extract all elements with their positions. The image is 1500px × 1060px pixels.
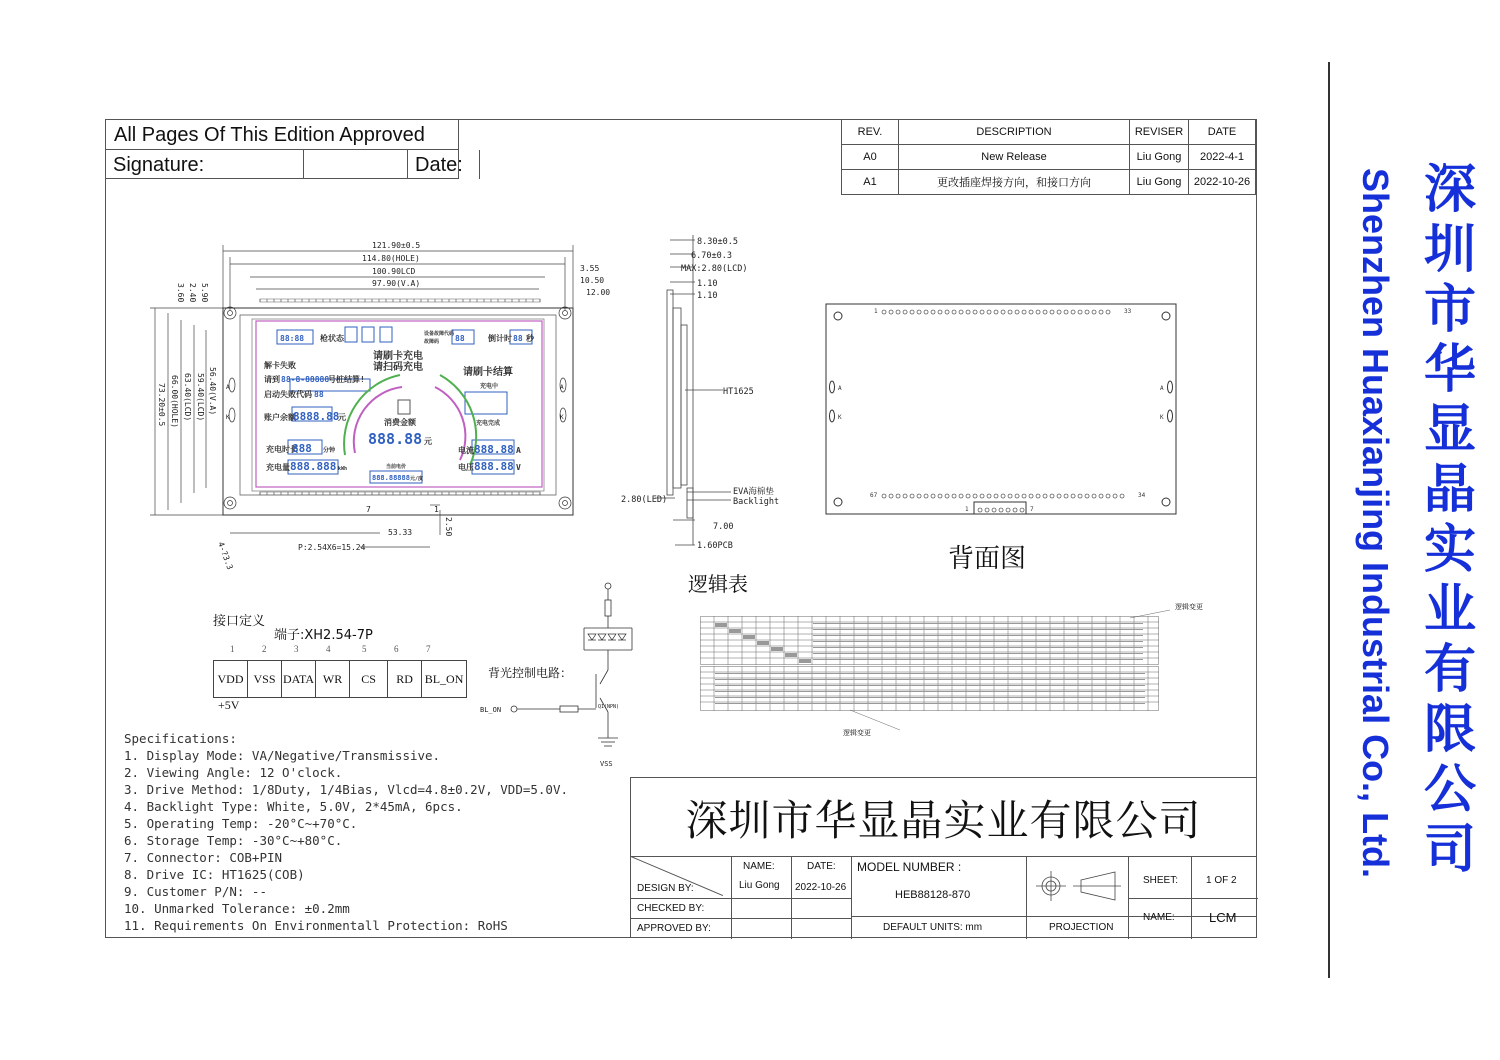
signature-label: Signature: bbox=[106, 150, 304, 179]
seg-current-val: 888.88 bbox=[474, 443, 514, 456]
seg-countdown: 倒计时 bbox=[488, 334, 512, 343]
spec-item: 5. Operating Temp: -20°C~+70°C. bbox=[124, 816, 358, 831]
back-conn-1: 1 bbox=[965, 506, 969, 513]
seg-seconds: 秒 bbox=[526, 334, 534, 343]
seg-tariff-unit: 元/度 bbox=[410, 476, 424, 482]
seg-card-lost: 解卡失败 bbox=[264, 361, 296, 370]
tb-name-label: NAME: bbox=[1143, 912, 1175, 923]
seg-tariff-val: 888.88888 bbox=[372, 474, 410, 482]
dim-r3: 12.00 bbox=[586, 288, 611, 297]
back-pin1: 1 bbox=[874, 308, 878, 315]
approval-box bbox=[105, 119, 463, 179]
approval-heading: All Pages Of This Edition Approved bbox=[106, 120, 458, 150]
side-eva-label: EVA海棉垫 bbox=[733, 487, 774, 497]
pin-number-1: 1 bbox=[230, 644, 235, 654]
spec-item: 10. Unmarked Tolerance: ±0.2mm bbox=[124, 901, 350, 916]
pin-cs: CS bbox=[350, 661, 388, 698]
side-dim-d7: 1.60PCB bbox=[697, 541, 733, 551]
side-ic-label: HT1625 bbox=[723, 387, 754, 397]
back-led-a-left: A bbox=[838, 385, 842, 392]
seg-duration: 充电时长 bbox=[266, 445, 298, 454]
side-led-label: 2.80(LED) bbox=[621, 495, 668, 505]
reviser-cell: Liu Gong bbox=[1130, 145, 1189, 170]
tb-design-date: 2022-10-26 bbox=[795, 882, 847, 893]
reviser-header: REVISER bbox=[1130, 120, 1189, 145]
seg-consume: 消费金额 bbox=[384, 418, 416, 427]
spec-item: 9. Customer P/N: -- bbox=[124, 884, 267, 899]
dim-bottom2: P:2.54X6=15.24 bbox=[298, 543, 366, 552]
seg-charge-done: 充电完成 bbox=[476, 420, 501, 427]
side-dim-d2: 6.70±0.3 bbox=[691, 251, 732, 261]
seg-please-go: 请到 bbox=[264, 375, 280, 384]
spec-heading: Specifications: bbox=[124, 731, 237, 746]
dim-l2: 2.40 bbox=[188, 283, 197, 303]
dim-bottom3: 2.50 bbox=[444, 517, 453, 537]
logic-table-grid bbox=[700, 616, 1160, 712]
dim-outline: 121.90±0.5 bbox=[372, 241, 421, 250]
dim-h-va: 56.40(V.A) bbox=[208, 367, 217, 416]
tb-design-name: Liu Gong bbox=[739, 880, 780, 891]
seg-balance: 账户余额 bbox=[264, 413, 296, 422]
projection-symbol-icon bbox=[1033, 866, 1123, 906]
seg-swipe-settle: 请刷卡结算 bbox=[463, 367, 513, 378]
seg-card-pile: 88-8-88888 bbox=[281, 375, 330, 384]
seg-pile-settle: 号桩结算! bbox=[328, 375, 365, 384]
seg-voltage-val: 888.88 bbox=[474, 460, 514, 473]
pin-definition-table bbox=[213, 660, 467, 698]
pin-vss: VSS bbox=[248, 661, 282, 698]
signature-field bbox=[304, 150, 408, 179]
dim-h-outline: 73.20±0.5 bbox=[157, 383, 166, 427]
seg-balance-val: 8888.88 bbox=[293, 410, 340, 423]
date-cell: 2022-10-26 bbox=[1189, 170, 1256, 195]
table-row bbox=[842, 170, 1256, 195]
seg-start-fail-digits: 88 bbox=[314, 390, 324, 399]
seg-start-fail: 启动失败代码 bbox=[264, 390, 312, 399]
seg-duration-val: 888 bbox=[292, 442, 312, 455]
pin-number-2: 2 bbox=[262, 644, 267, 654]
dim-l1: 5.90 bbox=[200, 283, 209, 303]
tb-sheet-label: SHEET: bbox=[1143, 875, 1179, 886]
revision-header-row bbox=[842, 120, 1256, 145]
dim-h-lcd: 59.40(LCD) bbox=[196, 373, 205, 422]
led-k-right: K bbox=[560, 414, 564, 421]
tb-name-value: LCM bbox=[1209, 910, 1237, 925]
tb-date-header: DATE: bbox=[807, 861, 836, 872]
pin-data: DATA bbox=[282, 661, 316, 698]
backlight-circuit-title: 背光控制电路： bbox=[488, 666, 573, 680]
front-view-drawing bbox=[140, 235, 611, 571]
pin-number-6: 6 bbox=[394, 644, 399, 654]
seg-fault2: 故障码 bbox=[424, 339, 440, 345]
company-banner-chinese: 深 圳 市 华 显 晶 实 业 有 限 公 司 bbox=[1423, 160, 1476, 880]
spec-item: 8. Drive IC: HT1625(COB) bbox=[124, 867, 305, 882]
rev-cell: A1 bbox=[842, 170, 899, 195]
seg-energy: 充电量 bbox=[266, 463, 290, 472]
pin-vdd: VDD bbox=[214, 661, 248, 698]
dim-bottom1: 53.33 bbox=[388, 528, 413, 537]
company-name: 深圳市华显晶实业有限公司 bbox=[685, 796, 1202, 845]
date-header: DATE bbox=[1189, 120, 1256, 145]
table-row bbox=[842, 145, 1256, 170]
side-view-drawing bbox=[615, 230, 780, 555]
tb-model-label: MODEL NUMBER : bbox=[857, 860, 962, 874]
dim-h-hole: 66.00(HOLE) bbox=[170, 375, 179, 428]
seg-voltage: 电压 bbox=[458, 463, 474, 472]
side-dim-d3: MAX:2.80(LCD) bbox=[681, 264, 748, 274]
seg-consume-yuan: 元 bbox=[424, 437, 432, 446]
seg-consume-val: 888.88 bbox=[368, 430, 423, 448]
dim-lcd: 100.90LCD bbox=[372, 267, 416, 276]
spec-item: 7. Connector: COB+PIN bbox=[124, 850, 283, 865]
tb-design-label: DESIGN BY: bbox=[637, 883, 694, 894]
interface-connector: 端子:XH2.54-7P bbox=[274, 628, 373, 643]
tb-units: DEFAULT UNITS: mm bbox=[883, 922, 983, 933]
dim-r1: 3.55 bbox=[580, 264, 600, 273]
logic-change-bottom: 逻辑变更 bbox=[843, 729, 871, 737]
seg-tariff: 当前电价 bbox=[386, 464, 407, 470]
pin-number-3: 3 bbox=[294, 644, 299, 654]
tb-checked-label: CHECKED BY: bbox=[637, 903, 705, 914]
seg-gun-status: 枪状态 bbox=[320, 334, 344, 343]
spec-item: 6. Storage Temp: -30°C~+80°C. bbox=[124, 833, 343, 848]
date-cell: 2022-4-1 bbox=[1189, 145, 1256, 170]
back-conn-7: 7 bbox=[1030, 506, 1034, 513]
seg-time: 88:88 bbox=[280, 334, 305, 343]
back-led-k-right: K bbox=[1160, 414, 1164, 421]
side-dim-d6: 7.00 bbox=[713, 522, 734, 532]
side-dim-d5: 1.10 bbox=[697, 291, 718, 301]
tb-sheet-value: 1 OF 2 bbox=[1206, 875, 1237, 886]
led-a-left: A bbox=[226, 384, 230, 391]
tb-model-value: HEB88128-870 bbox=[895, 889, 971, 901]
led-k-left: K bbox=[226, 414, 230, 421]
pin-number-7: 7 bbox=[426, 644, 431, 654]
spec-item: 3. Drive Method: 1/8Duty, 1/4Bias, Vlcd=4.8±0.2V, VDD=5.0V. bbox=[124, 782, 569, 797]
back-view-drawing bbox=[824, 302, 1179, 520]
led-a-right: A bbox=[560, 384, 564, 391]
rev-cell: A0 bbox=[842, 145, 899, 170]
pin-number-5: 5 bbox=[362, 644, 367, 654]
seg-volt: V bbox=[516, 463, 521, 472]
company-banner-english: Shenzhen Huaxianjing Industrial Co., Ltd. bbox=[1355, 168, 1396, 879]
spec-item: 2. Viewing Angle: 12 O'clock. bbox=[124, 765, 343, 780]
dim-va: 97.90(V.A) bbox=[372, 279, 421, 288]
revision-table bbox=[841, 119, 1256, 195]
back-led-a-right: A bbox=[1160, 385, 1164, 392]
back-pin67: 67 bbox=[870, 492, 878, 499]
description-header: DESCRIPTION bbox=[899, 120, 1130, 145]
seg-energy-val: 888.888 bbox=[290, 460, 337, 473]
pin-rd: RD bbox=[388, 661, 422, 698]
side-dim-d1: 8.30±0.5 bbox=[697, 237, 738, 247]
interface-title: 接口定义 bbox=[213, 614, 266, 629]
pin-number-4: 4 bbox=[326, 644, 331, 654]
circuit-transistor: Q1(NPN) bbox=[598, 704, 620, 710]
tb-name-header: NAME: bbox=[743, 861, 775, 872]
seg-minutes: 分钟 bbox=[323, 447, 336, 454]
circuit-vss: VSS bbox=[600, 760, 613, 768]
seg-charging: 充电中 bbox=[480, 383, 499, 390]
tb-approved-label: APPROVED BY: bbox=[637, 923, 711, 934]
spec-item: 1. Display Mode: VA/Negative/Transmissive. bbox=[124, 748, 441, 763]
dim-hole-dia: 4-?3.3 bbox=[216, 540, 235, 571]
logic-change-top: 逻辑变更 bbox=[1175, 603, 1203, 611]
seg-current: 电流 bbox=[458, 446, 474, 455]
right-separator bbox=[1328, 62, 1330, 978]
description-cell: New Release bbox=[899, 145, 1130, 170]
seg-amp: A bbox=[516, 446, 521, 455]
logic-table-title: 逻辑表 bbox=[688, 572, 748, 596]
seg-scan-charge: 请扫码充电 bbox=[373, 362, 423, 373]
side-backlight-label: Backlight bbox=[733, 497, 780, 507]
description-cell: 更改插座焊接方向，和接口方向 bbox=[899, 170, 1130, 195]
rev-header: REV. bbox=[842, 120, 899, 145]
dim-hole: 114.80(HOLE) bbox=[362, 254, 420, 263]
tb-projection: PROJECTION bbox=[1049, 922, 1114, 933]
pin-label-1: 1 bbox=[434, 505, 439, 514]
pin-row bbox=[214, 661, 467, 698]
specifications bbox=[124, 730, 568, 934]
pin-wr: WR bbox=[316, 661, 350, 698]
title-block bbox=[630, 777, 1257, 938]
back-pin33: 33 bbox=[1124, 308, 1132, 315]
date-label: Date: bbox=[408, 150, 480, 179]
vdd-note: +5V bbox=[218, 698, 240, 712]
pin-bl-on: BL_ON bbox=[422, 661, 467, 698]
reviser-cell: Liu Gong bbox=[1130, 170, 1189, 195]
side-dim-d4: 1.10 bbox=[697, 279, 718, 289]
seg-yuan: 元 bbox=[338, 413, 346, 422]
seg-kwh: kWh bbox=[338, 466, 348, 472]
dim-l3: 3.60 bbox=[176, 283, 185, 303]
dim-r2: 10.50 bbox=[580, 276, 605, 285]
seg-fault: 设备故障代码 bbox=[424, 331, 455, 337]
back-led-k-left: K bbox=[838, 414, 842, 421]
spec-item: 4. Backlight Type: White, 5.0V, 2*45mA, 6pcs. bbox=[124, 799, 463, 814]
pin-label-7: 7 bbox=[366, 505, 371, 514]
circuit-bl-on: BL_ON bbox=[480, 706, 502, 714]
back-pin34: 34 bbox=[1138, 492, 1146, 499]
seg-swipe-charge: 请刷卡充电 bbox=[373, 351, 423, 362]
spec-item: 11. Requirements On Environmentall Protection: RoHS bbox=[124, 918, 508, 933]
dim-h-lcd2: 63.40(LCD) bbox=[183, 373, 192, 422]
seg-fault-digits: 88 bbox=[455, 334, 465, 343]
seg-countdown-digits: 88 bbox=[513, 334, 523, 343]
back-view-title: 背面图 bbox=[948, 544, 1027, 574]
